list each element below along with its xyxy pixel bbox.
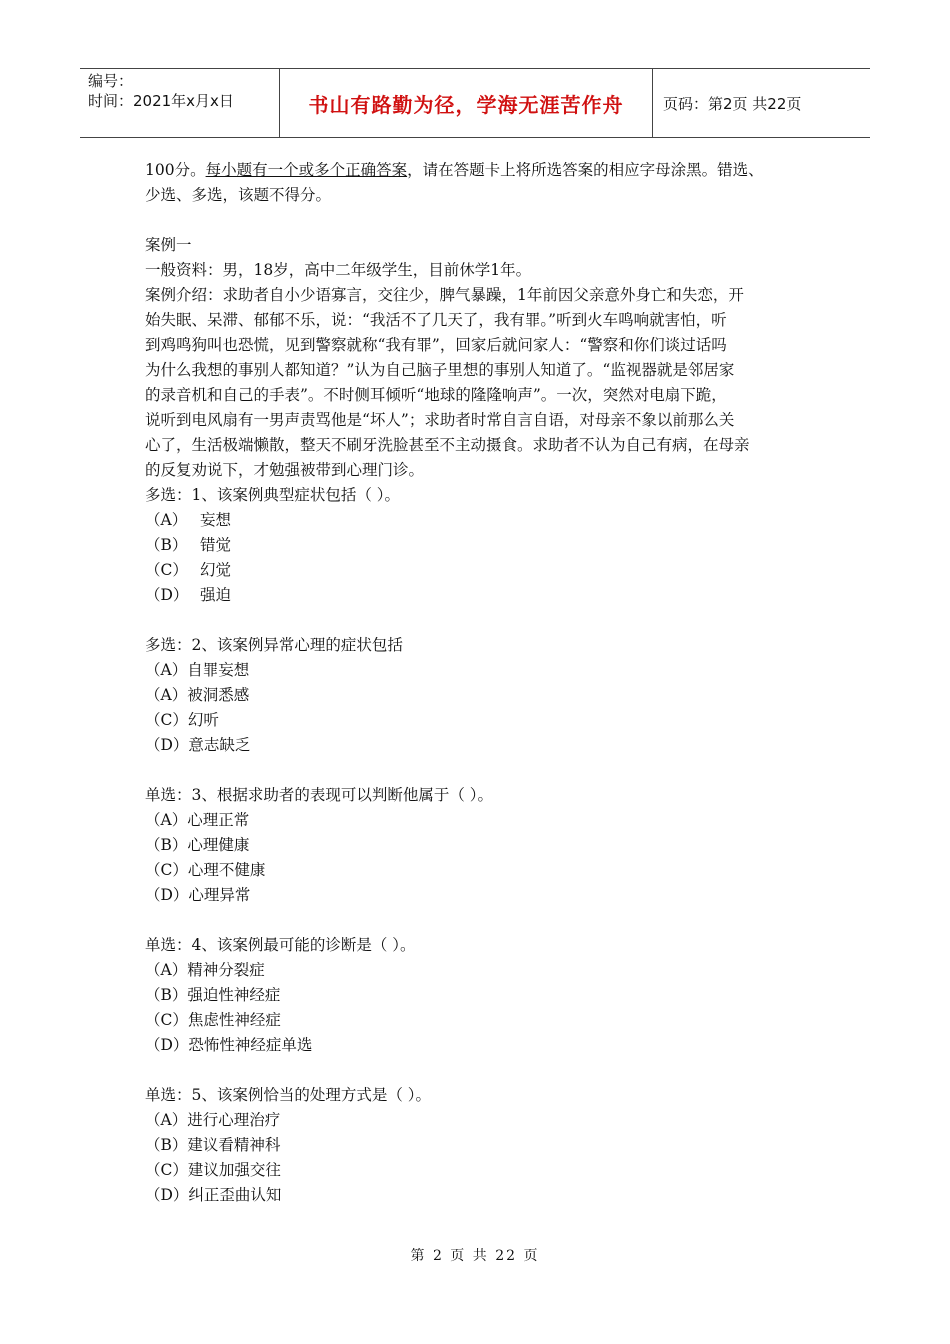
document-body	[145, 158, 820, 1208]
option-text: 错觉	[200, 536, 232, 554]
case-intro-line: 到鸡鸣狗叫也恐慌，见到警察就称“我有罪”，回家后就问家人：“警察和你们谈过话吗	[145, 336, 727, 354]
question-1-option-c	[145, 558, 820, 583]
intro-suffix: ，请在答题卡上将所选答案的相应字母涂黑。错选、	[407, 161, 764, 179]
question-2-option: （A）自罪妄想	[145, 661, 250, 679]
time-label: 时间：2021年x月x日	[88, 92, 234, 110]
option-text: 幻觉	[200, 561, 232, 579]
question-5-option: （C）建议加强交往	[145, 1161, 281, 1179]
page-footer: 第 2 页 共 22 页	[410, 1248, 540, 1264]
question-5-option: （B）建议看精神科	[145, 1136, 281, 1154]
case-general-info: 一般资料：男，18岁，高中二年级学生，目前休学1年。	[145, 261, 532, 279]
question-4-option: （D）恐怖性神经症单选	[145, 1036, 313, 1054]
question-2-stem: 多选：2、该案例异常心理的症状包括	[145, 636, 403, 654]
page-header	[80, 68, 870, 138]
option-label: （B）	[145, 536, 188, 554]
question-3-stem: 单选：3、根据求助者的表现可以判断他属于（ ）。	[145, 786, 494, 804]
question-3-option: （B）心理健康	[145, 836, 250, 854]
question-3-option: （D）心理异常	[145, 886, 251, 904]
question-5-option: （D）纠正歪曲认知	[145, 1186, 282, 1204]
question-1-option-b	[145, 533, 820, 558]
question-1-stem: 多选：1、该案例典型症状包括（ ）。	[145, 486, 401, 504]
header-meta	[80, 69, 280, 137]
option-label: （D）	[145, 586, 189, 604]
question-3-option: （C）心理不健康	[145, 861, 266, 879]
option-label: （C）	[145, 561, 188, 579]
option-text: 妄想	[200, 511, 232, 529]
intro-prefix: 100分。	[145, 161, 206, 179]
case-title: 案例一	[145, 236, 192, 254]
case-intro-line: 的反复劝说下，才勉强被带到心理门诊。	[145, 461, 425, 479]
question-2-option: （D）意志缺乏	[145, 736, 251, 754]
case-intro-line: 始失眠、呆滞、郁郁不乐，说：“我活不了几天了，我有罪。”听到火车鸣响就害怕，听	[145, 311, 727, 329]
question-3-option: （A）心理正常	[145, 811, 250, 829]
question-4-stem: 单选：4、该案例最可能的诊断是（ ）。	[145, 936, 416, 954]
case-intro-line: 说听到电风扇有一男声责骂他是“坏人”；求助者时常自言自语，对母亲不象以前那么关	[145, 411, 735, 429]
question-5-option: （A）进行心理治疗	[145, 1111, 281, 1129]
case-intro-line: 为什么我想的事别人都知道？”认为自己脑子里想的事别人知道了。“监视器就是邻居家	[145, 361, 735, 379]
case-intro-line: 案例介绍：求助者自小少语寡言，交往少，脾气暴躁，1年前因父亲意外身亡和失恋，开	[145, 286, 744, 304]
question-1-option-a	[145, 508, 820, 533]
question-5-stem: 单选：5、该案例恰当的处理方式是（ ）。	[145, 1086, 432, 1104]
question-4-option: （C）焦虑性神经症	[145, 1011, 281, 1029]
intro-line-2: 少选、多选，该题不得分。	[145, 186, 332, 204]
question-4-option: （B）强迫性神经症	[145, 986, 281, 1004]
question-4-option: （A）精神分裂症	[145, 961, 265, 979]
question-2-option: （C）幻听	[145, 711, 219, 729]
case-intro-line: 心了，生活极端懒散，整天不刷牙洗脸甚至不主动摄食。求助者不认为自己有病，在母亲	[145, 436, 750, 454]
option-label: （A）	[145, 511, 188, 529]
code-label: 编号：	[88, 72, 134, 90]
question-1-option-d	[145, 583, 820, 608]
case-intro-line: 的录音机和自己的手表”。不时侧耳倾听“地球的隆隆响声”。一次，突然对电扇下跪，	[145, 386, 727, 404]
intro-underlined: 每小题有一个或多个正确答案	[205, 161, 408, 179]
header-motto: 书山有路勤为径，学海无涯苦作舟	[280, 69, 653, 137]
question-2-option: （A）被洞悉感	[145, 686, 250, 704]
header-page-info: 页码：第2页 共22页	[663, 94, 802, 113]
option-text: 强迫	[200, 586, 232, 604]
intro-line-1	[145, 158, 820, 183]
